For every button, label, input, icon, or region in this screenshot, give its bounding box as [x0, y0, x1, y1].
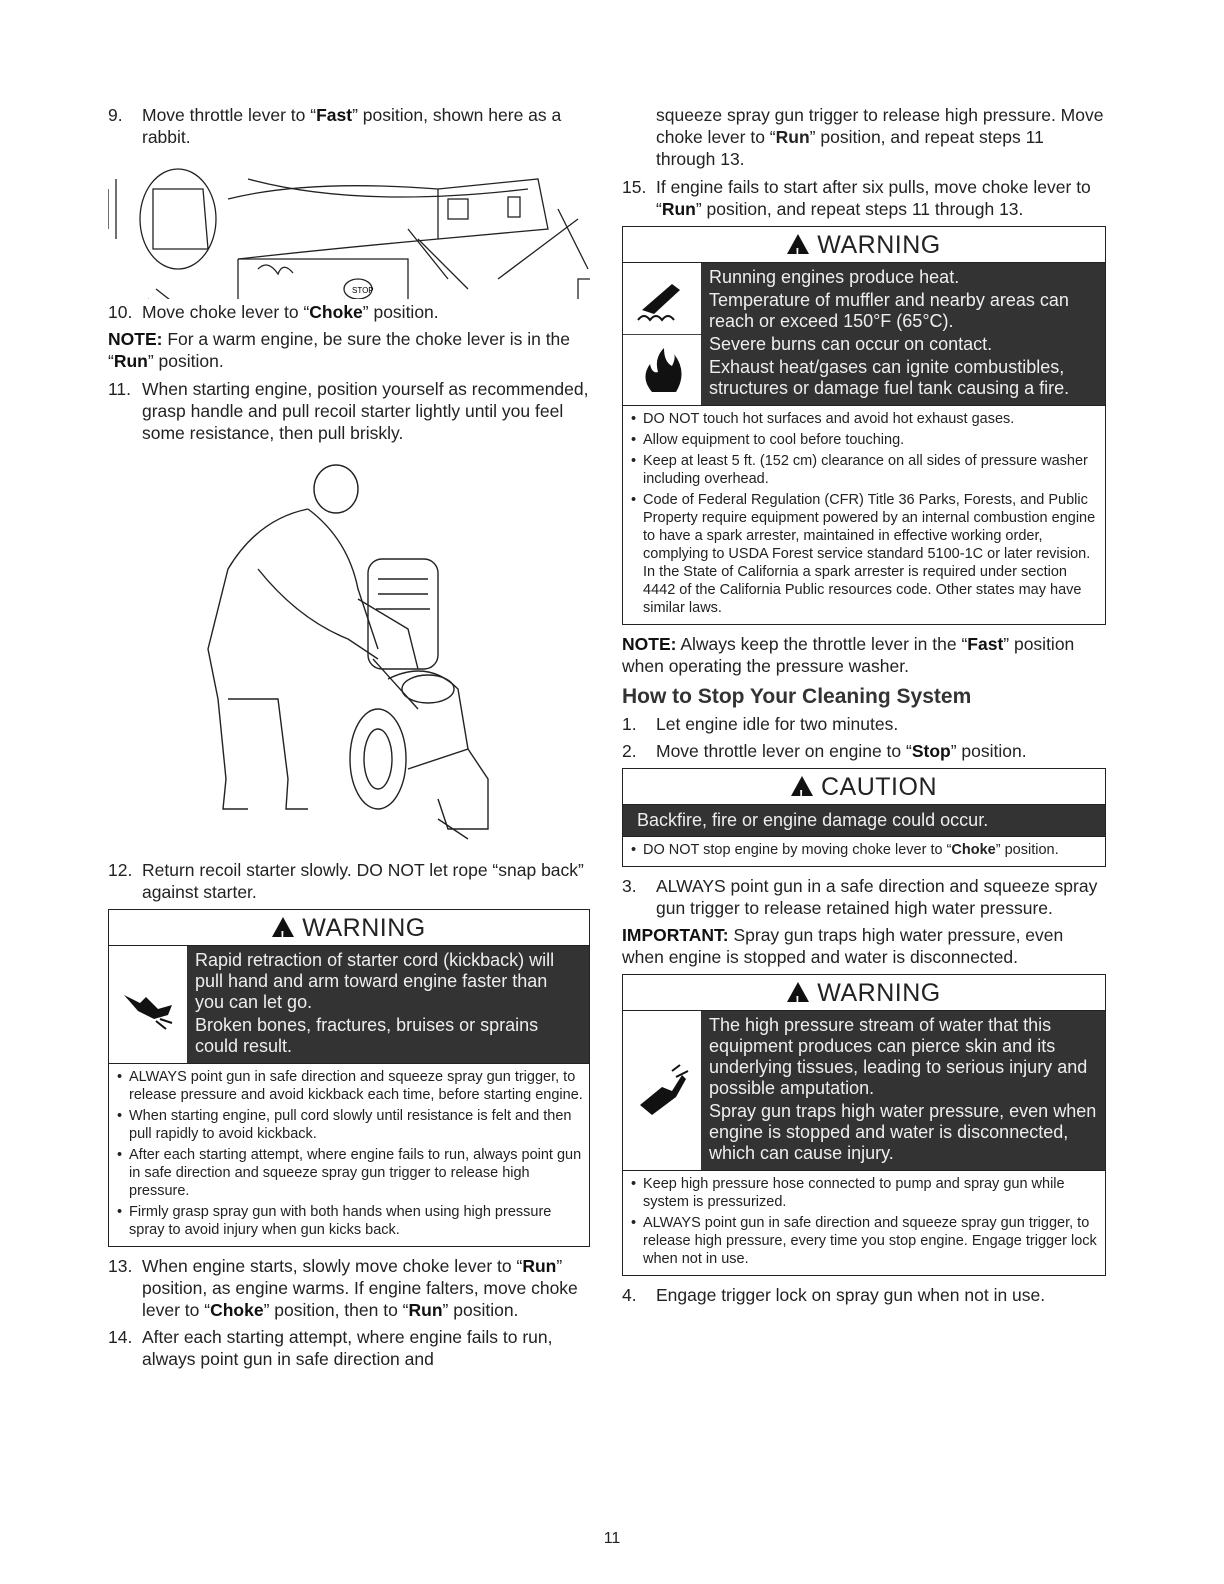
throttle-illustration	[108, 149, 590, 299]
warning-bullets: • DO NOT touch hot surfaces and avoid hot exhaust gases. • Allow equipment to cool before touching. • Keep at least 5 ft. (152 cm) clearance on all sides of pressure washer including overhead. • Code of Federal Regulation (CFR) Title 36 Parks, Forests, and Public Property require equipment powered by an internal combustion engine to have a spark arrester, maintained in effective working order, complying to USDA Forest service standard 5100-1C or later revision. In the State of California a spark arrester is required under section 4442 of the California Public resources code. Other states may have similar laws.	[623, 406, 1105, 624]
caution-box: !CAUTION Backfire, fire or engine damage could occur. • DO NOT stop engine by moving choke lever to “Choke” position.	[622, 768, 1106, 867]
note-throttle-fast: NOTE: Always keep the throttle lever in the “Fast” position when operating the pressure washer.	[622, 634, 1075, 676]
skin-injection-icon	[623, 1011, 701, 1170]
step-14: 14. After each starting attempt, where engine fails to run, always point gun in safe direction and	[108, 1327, 553, 1369]
hand-kickback-icon	[109, 946, 187, 1063]
step-15: 15. If engine fails to start after six pulls, move choke lever to “Run” position, and repeat steps 11 through 13.	[622, 177, 1091, 219]
warning-title: !WARNING	[623, 975, 1105, 1010]
step-14-continued: squeeze spray gun trigger to release high pressure. Move choke lever to “Run” position, and repeat steps 11 through 13.	[656, 105, 1104, 169]
warning-box-injection: !WARNING The high pressure stream of water that this equipment produces can pierce skin and its underlying tissues, leading to serious injury and possible amputation. Spray gun traps high water pressure, even when engine is stopped and water is disconnected, which can cause injury. • Keep high pressure hose connected to pump and spray gun while system is pressurized. • ALWAYS point gun in safe direction and squeeze spray gun trigger, to release high pressure, every time you stop engine. Engage trigger lock when not in use.	[622, 974, 1106, 1276]
warning-box-kickback: !WARNING Rapid retraction of starter cord (kickback) will pull hand and arm toward engine faster than you can let go. Broken bones, fractures, bruises or sprains could result. • ALWAYS point gun in safe direction and squeeze spray gun trigger, to release pressure and avoid kickback each time, before starting engine. • When starting engine, pull cord slowly until resistance is felt and then pull rapidly to avoid kickback. • After each starting attempt, where engine fails to run, always point gun in safe direction and squeeze spray gun trigger to release high pressure. • Firmly grasp spray gun with both hands when using high pressure spray to avoid injury when gun kicks back.	[108, 909, 590, 1247]
stop-step-1: 1. Let engine idle for two minutes.	[622, 714, 899, 734]
warning-title: !WARNING	[623, 227, 1105, 262]
hot-surface-icon	[623, 263, 701, 335]
fire-icon	[623, 335, 701, 406]
caution-bullets: • DO NOT stop engine by moving choke lever to “Choke” position.	[623, 837, 1105, 866]
stop-step-2: 2. Move throttle lever on engine to “Stop” position.	[622, 741, 1027, 761]
svg-text:STOP: STOP	[352, 286, 374, 295]
stop-step-3: 3. ALWAYS point gun in a safe direction and squeeze spray gun trigger to release retained high water pressure.	[622, 876, 1098, 918]
warning-bullets: • Keep high pressure hose connected to pump and spray gun while system is pressurized. • ALWAYS point gun in safe direction and squeeze spray gun trigger, to release high pressure, every time you stop engine. Engage trigger lock when not in use.	[623, 1171, 1105, 1275]
stop-step-4: 4. Engage trigger lock on spray gun when not in use.	[622, 1285, 1046, 1305]
left-column	[108, 104, 590, 1375]
step-10: 10. Move choke lever to “Choke” position.	[108, 302, 439, 322]
section-heading: How to Stop Your Cleaning System	[622, 685, 972, 708]
right-column	[622, 104, 1106, 1311]
operator-pulling-starter-drawing	[108, 449, 590, 859]
page-number: 11	[603, 1530, 621, 1547]
engine-control-panel-drawing	[108, 149, 590, 299]
important-note: IMPORTANT: Spray gun traps high water pressure, even when engine is stopped and water is disconnected.	[622, 925, 1064, 967]
warning-triangle-icon	[272, 917, 294, 937]
warning-bullets: • ALWAYS point gun in safe direction and squeeze spray gun trigger, to release pressure and avoid kickback each time, before starting engine. • When starting engine, pull cord slowly until resistance is felt and then pull rapidly to avoid kickback. • After each starting attempt, where engine fails to run, always point gun in safe direction and squeeze spray gun trigger to release high pressure. • Firmly grasp spray gun with both hands when using high pressure spray to avoid injury when gun kicks back.	[109, 1064, 589, 1246]
caution-triangle-icon	[791, 776, 813, 796]
step-9: 9. Move throttle lever to “Fast” position, shown here as a rabbit.	[108, 105, 562, 147]
person-starting-washer-illustration	[108, 449, 590, 859]
step-12: 12. Return recoil starter slowly. DO NOT let rope “snap back” against starter.	[108, 860, 584, 902]
note-warm-engine: NOTE: For a warm engine, be sure the choke lever is in the “Run” position.	[108, 329, 571, 371]
step-13: 13. When engine starts, slowly move choke lever to “Run” position, as engine warms. If engine falters, move choke lever to “Choke” position, then to “Run” position.	[108, 1256, 578, 1320]
warning-triangle-icon	[787, 234, 809, 254]
warning-title: !WARNING	[109, 910, 589, 945]
step-11: 11. When starting engine, position yourself as recommended, grasp handle and pull recoil starter lightly until you feel some resistance, then pull briskly.	[108, 379, 589, 443]
warning-triangle-icon	[787, 982, 809, 1002]
caution-title: !CAUTION	[623, 769, 1105, 804]
warning-box-heat: !WARNING Running engines produce heat. Temperature of muffler and nearby areas can reach or exceed 150°F (65°C). Severe burns can occur on contact. Exhaust heat/gases can ignite combustibles, structures or damage fuel tank causing a fire. • DO NOT touch hot surfaces and avoid hot exhaust gases. • Allow equipment to cool before touching. • Keep at least 5 ft. (152 cm) clearance on all sides of pressure washer including overhead. • Code of Federal Regulation (CFR) Title 36 Parks, Forests, and Public Property require equipment powered by an internal combustion engine to have a spark arrester, maintained in effective working order, complying to USDA Forest service standard 5100-1C or later revision. In the State of California a spark arrester is required under section 4442 of the California Public resources code. Other states may have similar laws.	[622, 226, 1106, 625]
